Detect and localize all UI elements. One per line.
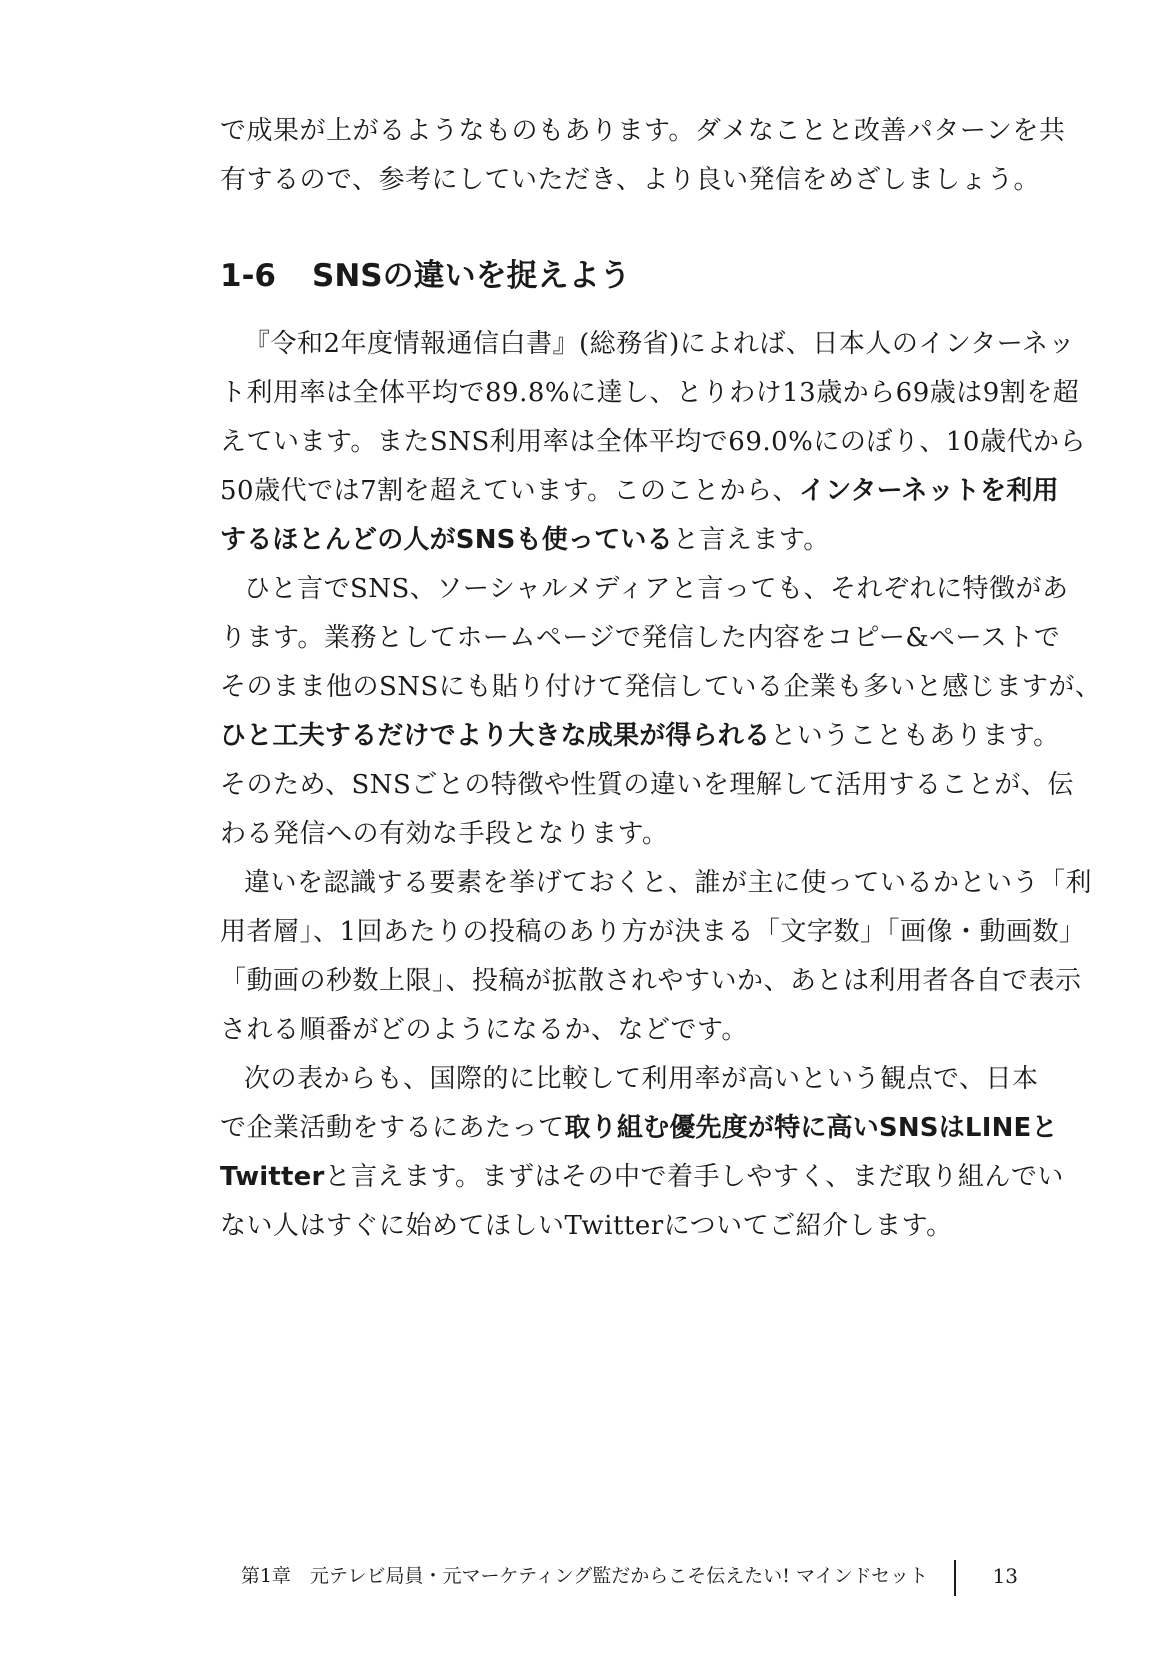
text-line: 「動画の秒数上限」、投稿が拡散されやすいか、あとは利用者各自で表示 — [220, 966, 1082, 996]
page-number: 13 — [992, 1564, 1018, 1588]
text-line: 用者層」、1回あたりの投稿のあり方が決まる「文字数」「画像・動画数」 — [220, 917, 1086, 947]
running-chapter-title: 第1章 元テレビ局員・元マーケティング監だからこそ伝えたい! マインドセット — [240, 1565, 928, 1587]
text-run: で企業活動をするにあたって — [220, 1113, 565, 1143]
emphasis-text: 取り組む優先度が特に高いSNSはLINEと — [564, 1113, 1058, 1143]
text-run: ということもあります。 — [770, 721, 1060, 751]
text-line: そのまま他のSNSにも貼り付けて発信している企業も多いと感じますが、 — [220, 672, 1102, 702]
text-line: で成果が上がるようなものもあります。ダメなことと改善パターンを共 — [220, 116, 1066, 146]
text-line: えています。またSNS利用率は全体平均で69.0%にのぼり、10歳代から — [220, 427, 1086, 457]
text-line: される順番がどのようになるか、などです。 — [220, 1015, 748, 1045]
text-line: 次の表からも、国際的に比較して利用率が高いという観点で、日本 — [244, 1064, 1039, 1094]
text-run: と言えます。まずはその中で着手しやすく、まだ取り組んでい — [324, 1162, 1064, 1192]
text-line: ります。業務としてホームページで発信した内容をコピー&ペーストで — [220, 623, 1061, 653]
emphasis-text: ひと工夫するだけでより大きな成果が得られる — [220, 721, 771, 751]
text-line — [220, 1153, 1064, 1202]
intro-paragraph — [220, 107, 1066, 205]
footer-divider — [954, 1560, 956, 1596]
text-run: 50歳代では7割を超えています。このことから、 — [220, 476, 800, 506]
section-title: SNSの違いを捉えよう — [312, 258, 631, 294]
text-line: そのため、SNSごとの特徴や性質の違いを理解して活用することが、伝 — [220, 770, 1074, 800]
text-line — [220, 712, 1060, 761]
section-heading — [220, 248, 631, 304]
text-line — [220, 467, 1059, 516]
text-line: 違いを認識する要素を挙げておくと、誰が主に使っているかという「利 — [244, 868, 1093, 898]
text-line: ひと言でSNS、ソーシャルメディアと言っても、それぞれに特徴があ — [244, 574, 1069, 604]
emphasis-text: インターネットを利用 — [799, 476, 1059, 506]
body-text — [220, 320, 1102, 1251]
text-run: と言えます。 — [672, 525, 830, 555]
text-line — [220, 516, 1032, 565]
text-line: ト利用率は全体平均で89.8%に達し、とりわけ13歳から69歳は9割を超 — [220, 378, 1080, 408]
emphasis-text: Twitter — [220, 1162, 325, 1192]
text-line: わる発信への有効な手段となります。 — [220, 819, 669, 849]
text-line: ない人はすぐに始めてほしいTwitterについてご紹介します。 — [220, 1211, 953, 1241]
emphasis-text: するほとんどの人がSNSも使っている — [220, 525, 673, 555]
text-line: 有するので、参考にしていただき、より良い発信をめざしましょう。 — [220, 165, 1040, 195]
page-footer — [220, 1556, 1032, 1596]
section-number: 1-6 — [220, 258, 277, 294]
text-line — [220, 1104, 1058, 1153]
text-line: 『令和2年度情報通信白書』(総務省)によれば、日本人のインターネッ — [244, 329, 1075, 359]
